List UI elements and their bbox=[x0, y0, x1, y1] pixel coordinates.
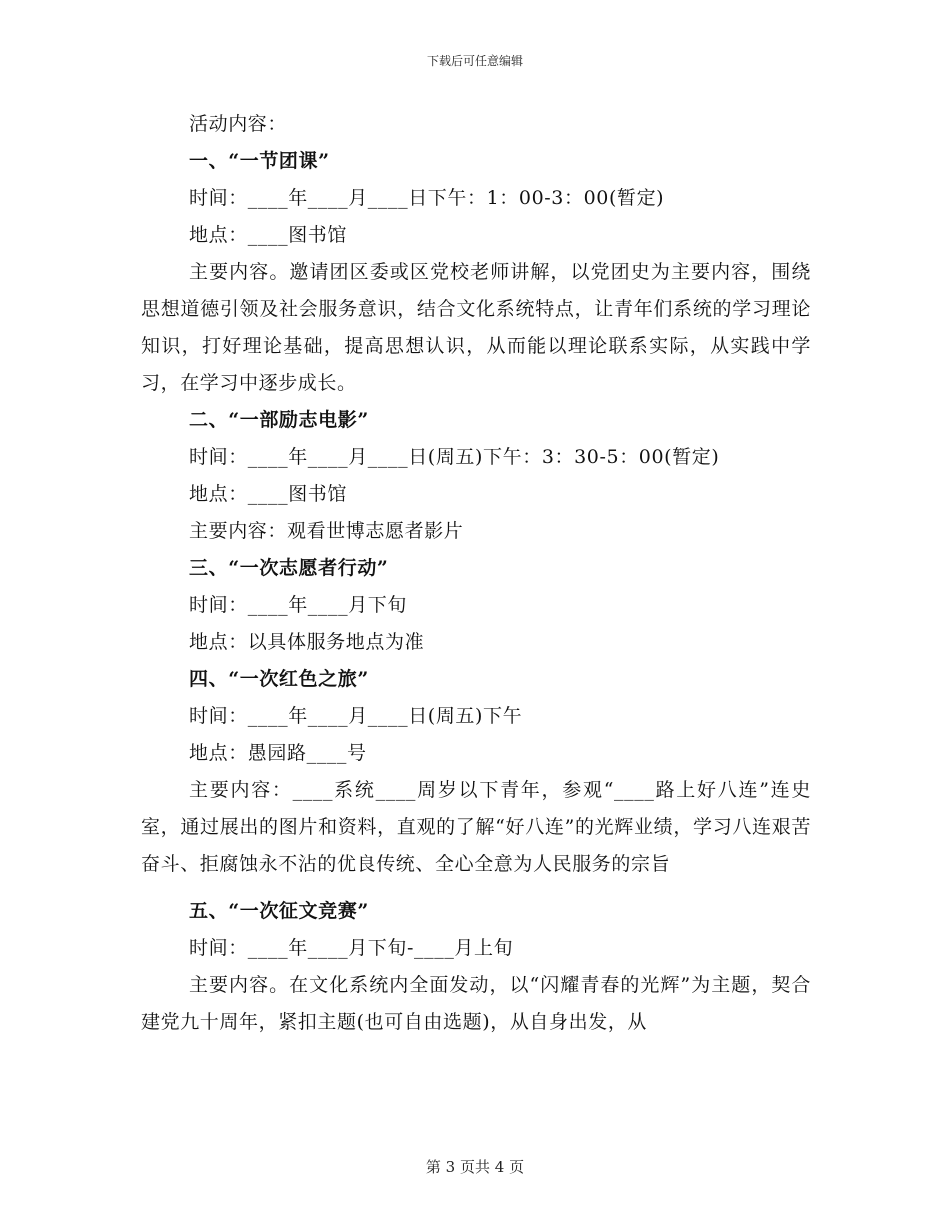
section-2-time: 时间：____年____月____日(周五)下午：3：30-5：00(暂定) bbox=[189, 446, 720, 468]
section-1-place: 地点：____图书馆 bbox=[189, 224, 348, 246]
section-1-content: 主要内容。邀请团区委或区党校老师讲解，以党团史为主要内容，围绕思想道德引领及社会服务意识，结合文化系统特点，让青年们系统的学习理论知识，打好理论基础，提高思想认识，从而能以理论联系实际，从实践中学习，在学习中逐步成长。 bbox=[141, 261, 811, 394]
intro-label: 活动内容： bbox=[189, 113, 288, 135]
section-5-content: 主要内容。在文化系统内全面发动，以“闪耀青春的光辉”为主题，契合建党九十周年，紧扣主题(也可自由选题)，从自身出发，从 bbox=[141, 974, 811, 1033]
section-5-title: 五、“一次征文竞赛” bbox=[189, 900, 369, 922]
section-4-title: 四、“一次红色之旅” bbox=[189, 668, 369, 690]
document-body bbox=[141, 106, 811, 1041]
section-4-content: 主要内容：____系统____周岁以下青年，参观“____路上好八连”连史室，通过展出的图片和资料，直观的了解“好八连”的光辉业绩，学习八连艰苦奋斗、拒腐蚀永不沾的优良传统、全心全意为人民服务的宗旨 bbox=[141, 779, 811, 875]
section-3-title: 三、“一次志愿者行动” bbox=[189, 557, 389, 579]
section-3-place: 地点：以具体服务地点为准 bbox=[189, 631, 425, 653]
section-4-time: 时间：____年____月____日(周五)下午 bbox=[189, 705, 523, 727]
section-4-place: 地点：愚园路____号 bbox=[189, 742, 367, 764]
section-3-time: 时间：____年____月下旬 bbox=[189, 594, 408, 616]
section-2-content: 主要内容：观看世博志愿者影片 bbox=[189, 520, 464, 542]
section-1-title: 一、“一节团课” bbox=[189, 150, 330, 172]
section-5-time: 时间：____年____月下旬-____月上旬 bbox=[189, 937, 514, 959]
section-1-time: 时间：____年____月____日下午：1：00-3：00(暂定) bbox=[189, 187, 665, 209]
page-footer: 第 3 页共 4 页 bbox=[425, 1158, 525, 1176]
page-header: 下载后可任意编辑 bbox=[426, 54, 523, 68]
section-2-title: 二、“一部励志电影” bbox=[189, 409, 369, 431]
section-2-place: 地点：____图书馆 bbox=[189, 483, 348, 505]
